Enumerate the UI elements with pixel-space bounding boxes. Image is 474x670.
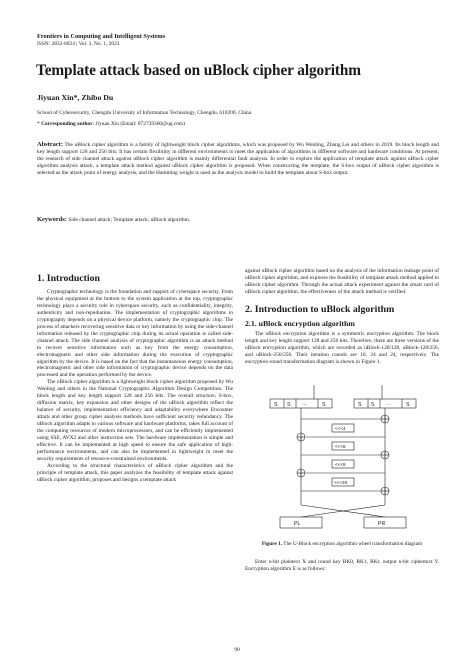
affiliation: School of Cybersecurity, Chengdu University of Information Technology, Chengdu, 610200, China [37, 110, 252, 116]
abstract-text: The uBlock cipher algorithm is a family of lightweight block cipher algorithms, which was proposed by Wu Wenling, Zhang Lei and others in 2019. Its block length and key length support 128 and 256 bits. It has certain flexibility in different environments to meet the application of algorithms in different software and hardware conditions. At present, the research of side channel attack against uBlock cipher algorithm is mainly differential fault analysis. In order to explore the application of template attack against uBlock cipher algorithm analysis attack, a template attack method against uBlock cipher algorithm is proposed. When constructing the template, the S-box output of uBlock cipher algorithm is selected as the attack point of energy analysis, and the Hamming weight is used as the analysis model to build the template about S-box output. [37, 142, 439, 177]
figure-1-caption-text: The U-Block encryption algorithm wheel transformation diagram [282, 541, 423, 547]
intro-continuation: against uBlock cipher algorithm based on the analysis of the information leakage point of uBlock cipher algorithm, and explores the feasibility of template attack method applied to uBlock cipher algorithm. Through the actual attack experiment against the smart card of uBlock cipher algorithm, the effectiveness of the attack method is verified. [245, 268, 439, 295]
authors: Jiyuan Xin*, Zhibo Du [37, 93, 114, 102]
left-column [37, 289, 233, 484]
figure-1-label: Figure 1. [261, 541, 283, 547]
encryption-intro [245, 559, 439, 573]
sbox-label: S [406, 402, 410, 408]
shift-label: <<<20 [334, 480, 348, 485]
sbox-dots: ··· [386, 402, 392, 408]
figure-1-caption [245, 541, 439, 548]
abstract [37, 141, 439, 177]
section-1-heading: 1. Introduction [37, 273, 100, 284]
subsection-2-1-text [245, 331, 439, 366]
section-2-heading: 2. Introduction to uBlock algorithm [245, 304, 395, 315]
intro-paragraph-1: Cryptographic technology is the foundation and support of cyberspace security. From the physical equipment at the bottom to the system application at the top, cryptographic technology plays a security role in cyberspace security, such as confidentiality, integrity, authenticity and non-repudiation. The implementation of cryptographic algorithms in cryptography depends on a physical device platform, namely the cryptographic chip. The process of attackers recovering sensitive data or key information by using the side-channel information released by the cryptographic chip during its actual operation is called side-channel attack. The side channel analysis of cryptographic algorithm is an attack method to recover sensitive information such as key from the energy consumption, electromagnetic and other side information during the execution of cryptographic algorithm by the device. It is based on the fact that the instantaneous energy consumption, electromagnetic and other side information of cryptographic device depends on the data processed and the operation performed by the device. [37, 289, 233, 379]
keywords-text: Side channel attack; Template attack; uBlock algorithm. [68, 217, 191, 223]
corresponding-label: Corresponding author [41, 121, 93, 127]
encryption-intro-paragraph: Enter n-bit plaintext X and round key RK0, RK1, RKr, output n-bit ciphertext Y. Encryption algorithm E is as follows: [245, 559, 439, 572]
keywords [37, 216, 439, 223]
ublock-round-diagram [266, 383, 422, 531]
output-right-label: PR [378, 521, 386, 527]
corresponding-author [37, 121, 185, 127]
paper-title: Template attack based on uBlock cipher algorithm [36, 62, 361, 79]
sbox-label: S [358, 402, 362, 408]
right-column-continuation [245, 268, 439, 296]
intro-paragraph-2: The uBlock cipher algorithm is a lightweight block cipher algorithm proposed by Wu Wenling and others in the National Cryptographic Algorithm Design Competition. The block length and key length support 128 and 256 bits. The overall structure, S-box, diffusion matrix, key expansion and other designs of the uBlock algorithm reflect the balance of security, implementation efficiency and adaptability everywhere Encounter attack and other group cipher analysis methods have sufficient security redundancy. The uBlock algorithm adapts to various software and hardware platforms, takes full account of the computing resources of modern microprocessors, and can be efficiently implemented using SSE, AVX2 and other instruction sets. The hardware implementation is simple and effective. It can be implemented at high speed to ensure the safe application of high-performance environments, and can also be implemented in lightweight to meet the security requirements of resource-constrained environments. [37, 379, 233, 462]
page-number: 90 [234, 647, 240, 653]
keywords-label: Keywords: [37, 216, 67, 223]
corresponding-mark: * [37, 121, 40, 127]
sbox-dots: ··· [302, 402, 308, 408]
shift-label: <<<8 [335, 444, 346, 449]
sbox-label: S [287, 402, 291, 408]
output-left-label: PL [294, 521, 301, 527]
sbox-label: S [274, 402, 278, 408]
journal-name: Frontiers in Computing and Intelligent Systems [37, 33, 166, 40]
subsection-2-1-heading: 2.1. uBlock encryption algorithm [245, 319, 355, 328]
sbox-label: S [371, 402, 375, 408]
corresponding-text: : Jiyuan Xin (Email: 872739360@qq.com) [92, 121, 185, 127]
shift-label: <<<4 [335, 426, 346, 431]
intro-paragraph-3: According to the structural characteristics of uBlock cipher algorithm and the principle of template attack, this paper analyzes the feasibility of template attack against uBlock cipher algorithm, proposes and designs a template attack [37, 462, 233, 483]
shift-label: <<<8 [335, 462, 346, 467]
sbox-label: S [322, 402, 326, 408]
journal-issn: ISSN: 2832-6024 | Vol. 3, No. 1, 2023 [37, 41, 120, 47]
subsection-2-1-paragraph: The uBlock encryption algorithm is a symmetric encryption algorithm. The block length and key length support 128 and 256 bits. Therefore, there are three versions of the uBlock encryption algorithm, which are recorded as uBlock-128/128, uBlock-128/256, and uBlock-256/256. Their iteration rounds are 16, 24 and 24, respectively. The encryption round transformation diagram is shown in Figure 1. [245, 331, 439, 365]
abstract-label: Abstract: [37, 141, 63, 148]
